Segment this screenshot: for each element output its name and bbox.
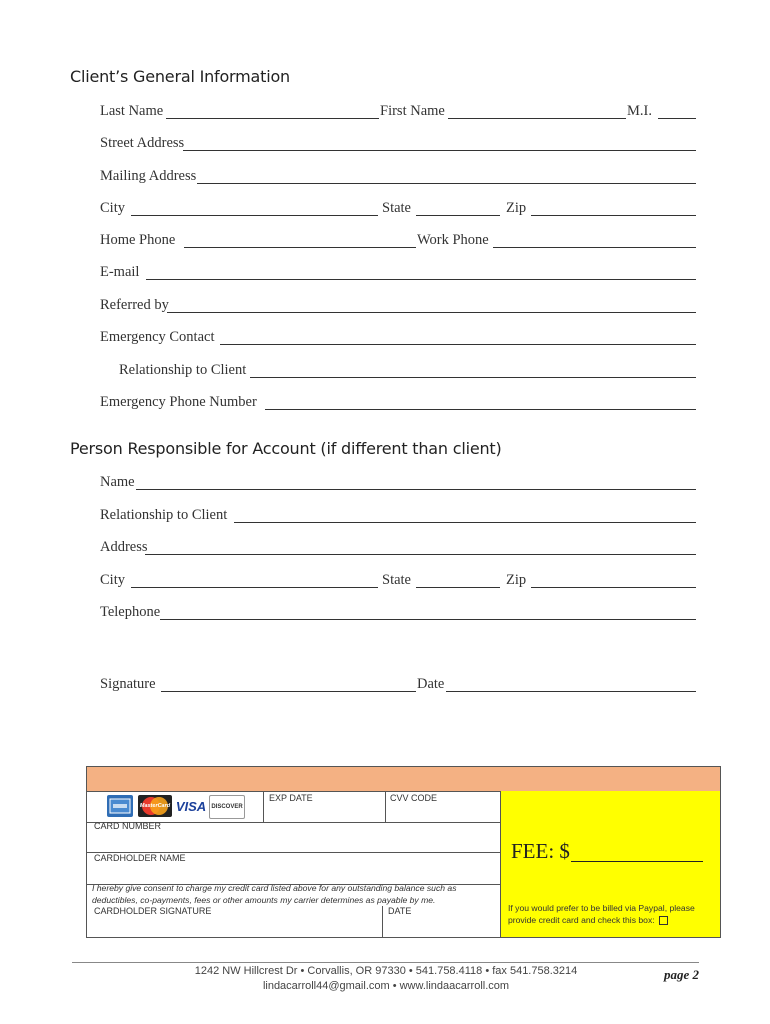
- fee-box: [500, 791, 720, 937]
- credit-card-form: [86, 766, 721, 938]
- mi-field[interactable]: [658, 118, 696, 119]
- mailing-address-label: Mailing Address: [100, 168, 197, 184]
- relationship-label: Relationship to Client: [119, 362, 247, 378]
- resp-relationship-field[interactable]: [234, 522, 696, 523]
- home-phone-field[interactable]: [184, 247, 416, 248]
- signature-field[interactable]: [161, 691, 416, 692]
- relationship-field[interactable]: [250, 377, 696, 378]
- street-address-label: Street Address: [100, 135, 185, 151]
- email-field[interactable]: [146, 279, 696, 280]
- work-phone-field[interactable]: [493, 247, 696, 248]
- cardholder-name-label: CARDHOLDER NAME: [94, 853, 186, 863]
- discover-icon: DISCOVER: [209, 795, 245, 819]
- zip-label: Zip: [506, 200, 527, 216]
- city-field[interactable]: [131, 215, 378, 216]
- signature-label: Signature: [100, 676, 156, 692]
- emergency-phone-label: Emergency Phone Number: [100, 394, 257, 410]
- cardholder-name-cell[interactable]: [87, 853, 500, 885]
- emergency-phone-field[interactable]: [265, 409, 696, 410]
- card-logos: [87, 791, 264, 823]
- signature-date-label: DATE: [388, 906, 412, 916]
- zip-field[interactable]: [531, 215, 696, 216]
- first-name-field[interactable]: [448, 118, 626, 119]
- emergency-contact-label: Emergency Contact: [100, 329, 215, 345]
- home-phone-label: Home Phone: [100, 232, 176, 248]
- cardholder-signature-label: CARDHOLDER SIGNATURE: [94, 906, 212, 916]
- card-number-label: CARD NUMBER: [94, 821, 162, 831]
- first-name-label: First Name: [380, 103, 445, 119]
- mi-label: M.I.: [627, 103, 652, 119]
- consent-text: I hereby give consent to charge my credit card listed above for any outstanding balance such as deductibles, co-payments, fees or other amounts my carrier determines as payable by me.: [92, 883, 457, 905]
- resp-name-field[interactable]: [136, 489, 696, 490]
- city-label: City: [100, 200, 125, 216]
- date-field[interactable]: [446, 691, 696, 692]
- work-phone-label: Work Phone: [417, 232, 489, 248]
- visa-icon: VISA: [175, 798, 207, 814]
- mastercard-icon: MasterCard: [138, 795, 172, 817]
- resp-name-label: Name: [100, 474, 135, 490]
- resp-telephone-field[interactable]: [160, 619, 696, 620]
- referred-by-field[interactable]: [167, 312, 696, 313]
- last-name-label: Last Name: [100, 103, 164, 119]
- exp-date-label: EXP DATE: [269, 793, 313, 803]
- resp-relationship-label: Relationship to Client: [100, 507, 228, 523]
- resp-state-field[interactable]: [416, 587, 500, 588]
- resp-state-label: State: [382, 572, 411, 588]
- card-form-header: [87, 767, 720, 792]
- client-info-heading: Client’s General Information: [70, 67, 290, 86]
- paypal-note: If you would prefer to be billed via Paypal, please provide credit card and check this box:: [508, 903, 695, 925]
- resp-city-field[interactable]: [131, 587, 378, 588]
- cvv-code-label: CVV CODE: [390, 793, 438, 803]
- date-label: Date: [417, 676, 445, 692]
- footer-address: 1242 NW Hillcrest Dr • Corvallis, OR 97330 • 541.758.4118 • fax 541.758.3214: [194, 965, 578, 977]
- state-label: State: [382, 200, 411, 216]
- exp-date-cell[interactable]: [264, 791, 386, 823]
- resp-address-field[interactable]: [145, 554, 696, 555]
- amex-icon: [107, 795, 133, 817]
- referred-by-label: Referred by: [100, 297, 169, 313]
- resp-address-label: Address: [100, 539, 148, 555]
- emergency-contact-field[interactable]: [220, 344, 696, 345]
- footer-divider: [72, 962, 699, 963]
- signature-date-cell[interactable]: [383, 906, 500, 937]
- street-address-field[interactable]: [183, 150, 696, 151]
- responsible-person-heading: Person Responsible for Account (if different than client): [70, 439, 502, 458]
- resp-city-label: City: [100, 572, 125, 588]
- fee-amount-field[interactable]: [571, 861, 703, 862]
- footer-contact: lindacarroll44@gmail.com • www.lindaacarroll.com: [262, 980, 510, 992]
- resp-telephone-label: Telephone: [100, 604, 161, 620]
- cvv-code-cell[interactable]: [386, 791, 500, 823]
- email-label: E-mail: [100, 264, 140, 280]
- mailing-address-field[interactable]: [197, 183, 696, 184]
- state-field[interactable]: [416, 215, 500, 216]
- page-number: page 2: [664, 967, 700, 982]
- resp-zip-label: Zip: [506, 572, 527, 588]
- cardholder-signature-cell[interactable]: [87, 906, 383, 937]
- last-name-field[interactable]: [166, 118, 379, 119]
- paypal-checkbox[interactable]: [659, 916, 668, 925]
- resp-zip-field[interactable]: [531, 587, 696, 588]
- fee-label: FEE: $: [511, 839, 570, 863]
- card-number-cell[interactable]: [87, 823, 500, 853]
